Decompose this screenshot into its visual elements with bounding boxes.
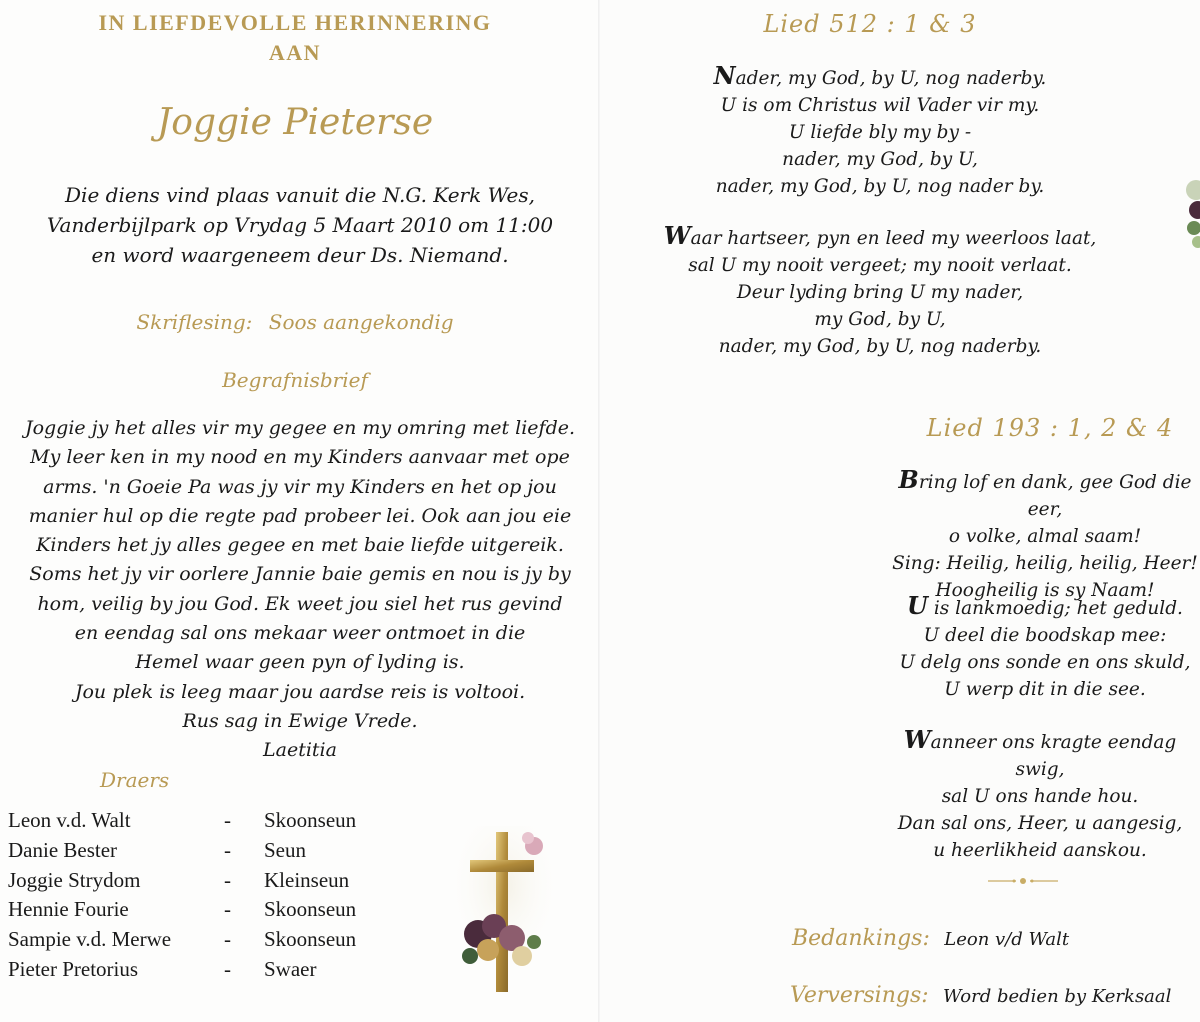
bearer-name: Sampie v.d. Merwe — [8, 927, 172, 952]
flower-edge-icon — [1182, 150, 1200, 260]
drop-cap: N — [713, 61, 736, 90]
list-item — [8, 925, 408, 955]
verse-line: Hoogheilig is sy Naam! — [935, 580, 1155, 601]
bearer-name: Hennie Fourie — [8, 897, 129, 922]
drop-cap: U — [907, 591, 928, 620]
verse-line: aar hartseer, pyn en leed my weerloos laat, — [690, 228, 1097, 249]
letter-line: hom, veilig by jou God. Ek weet jou siel het rus gevind — [37, 592, 563, 615]
memorial-heading — [40, 8, 550, 68]
bearer-dash: - — [224, 956, 231, 981]
verse-line: u heerlikheid aanskou. — [933, 840, 1147, 861]
verse-line: nader, my God, by U, nog nader by. — [715, 176, 1045, 197]
service-line: Die diens vind plaas vanuit die N.G. Kerk Wes, — [65, 183, 535, 207]
bearer-dash: - — [224, 808, 231, 832]
verse-line: U werp dit in die see. — [944, 679, 1146, 700]
hymn-1-title: Lied 512 : 1 & 3 — [763, 10, 977, 38]
thanks-value: Leon v/d Walt — [944, 929, 1070, 950]
verse-first-line — [890, 466, 1200, 523]
verse-line: my God, by U, — [814, 309, 946, 330]
letter-line: Jou plek is leeg maar jou aardse reis is voltooi. — [74, 680, 526, 703]
bearer-name: Danie Bester — [8, 837, 118, 862]
bearer-role: Kleinseun — [264, 867, 350, 892]
bearer-dash: - — [224, 867, 231, 892]
bearer-role: Skoonseun — [264, 808, 357, 832]
verse-first-line — [660, 222, 1100, 252]
hymn-2-verse-3 — [880, 726, 1200, 864]
letter-signature: Laetitia — [263, 739, 337, 762]
service-line: en word waargeneem deur Ds. Niemand. — [91, 243, 509, 267]
verse-first-line — [680, 62, 1080, 92]
bearer-role: Skoonseun — [264, 897, 357, 922]
verse-line: nader, my God, by U, nog naderby. — [718, 336, 1042, 357]
list-item — [8, 866, 408, 896]
letter-line: Rus sag in Ewige Vrede. — [182, 709, 418, 732]
verse-line: U liefde bly my by - — [788, 122, 972, 143]
service-details — [20, 180, 580, 270]
verse-line: Sing: Heilig, heilig, heilig, Heer! — [892, 553, 1198, 574]
letter-line: My leer ken in my nood en my Kinders aanvaar met ope — [30, 446, 570, 469]
bearers-list — [8, 806, 408, 985]
service-line: Vanderbijlpark op Vrydag 5 Maart 2010 om 11:00 — [46, 213, 554, 237]
verse-line: U delg ons sonde en ons skuld, — [899, 652, 1191, 673]
funeral-letter — [20, 414, 580, 766]
letter-line: en eendag sal ons mekaar weer ontmoet in die — [74, 622, 526, 645]
bearer-role: Swaer — [264, 956, 317, 981]
verse-line: Dan sal ons, Heer, u aangesig, — [897, 813, 1183, 834]
hymn-1-verse-1 — [680, 62, 1080, 200]
bearer-name: Pieter Pretorius — [8, 956, 139, 981]
scripture-reading — [40, 310, 550, 334]
heading-line-1: IN LIEFDEVOLLE HERINNERING — [98, 10, 492, 35]
verse-line: nader, my God, by U, — [782, 149, 978, 170]
bearer-dash: - — [224, 897, 231, 922]
verse-line: ring lof en dank, gee God die eer, — [918, 472, 1192, 520]
bearer-dash: - — [224, 837, 231, 862]
deceased-name: Joggie Pieterse — [156, 102, 434, 143]
letter-line: arms. 'n Goeie Pa was jy vir my Kinders en het op jou — [43, 475, 557, 498]
letter-line: Kinders het jy alles gegee en met baie liefde uitgereik. — [36, 534, 564, 557]
letter-line: manier hul op die regte pad probeer lei. Ook aan jou eie — [28, 504, 572, 527]
verse-line: Deur lyding bring U my nader, — [736, 282, 1024, 303]
scripture-value: Soos aangekondig — [268, 310, 454, 334]
verse-line: U deel die boodskap mee: — [923, 625, 1167, 646]
right-page — [600, 0, 1200, 1022]
list-item — [8, 806, 408, 836]
verse-line: U is om Christus wil Vader vir my. — [720, 95, 1040, 116]
bearer-name: Leon v.d. Walt — [8, 808, 131, 832]
verse-line: is lankmoedig; het geduld. — [927, 598, 1183, 619]
refreshments-value: Word bedien by Kerksaal — [943, 986, 1172, 1007]
thanks-label: Bedankings: — [792, 926, 930, 951]
letter-title: Begrafnisbrief — [222, 368, 368, 392]
verse-line: sal U ons hande hou. — [941, 786, 1139, 807]
cross-with-flowers-icon — [448, 826, 560, 996]
hymn-2-title: Lied 193 : 1, 2 & 4 — [926, 414, 1174, 442]
list-item — [8, 955, 408, 985]
heading-line-2: AAN — [268, 40, 322, 65]
bearer-role: Skoonseun — [264, 927, 357, 952]
verse-first-line — [890, 592, 1200, 622]
bearers-title: Draers — [100, 768, 170, 792]
verse-line: ader, my God, by U, nog naderby. — [735, 68, 1047, 89]
drop-cap: W — [663, 221, 691, 250]
refreshments-line — [790, 983, 1200, 1008]
hymn-1-verse-2 — [660, 222, 1100, 360]
bearer-role: Seun — [264, 837, 306, 862]
bearer-name: Joggie Strydom — [8, 867, 141, 892]
letter-line: Joggie jy het alles vir my gegee en my omring met liefde. — [24, 417, 576, 439]
verse-line: anneer ons kragte eendag swig, — [930, 732, 1177, 780]
verse-line: o volke, almal saam! — [948, 526, 1142, 547]
scripture-label: Skriflesing: — [136, 310, 253, 334]
drop-cap: W — [903, 725, 931, 754]
verse-first-line — [880, 726, 1200, 783]
verse-line: sal U my nooit vergeet; my nooit verlaat. — [688, 255, 1072, 276]
thanks-line — [792, 926, 1192, 951]
list-item — [8, 895, 408, 925]
bearer-dash: - — [224, 927, 231, 952]
drop-cap: B — [898, 465, 919, 494]
letter-line: Soms het jy vir oorlere Jannie baie gemis en nou is jy by — [29, 563, 571, 586]
hymn-2-verse-1 — [890, 466, 1200, 604]
refreshments-label: Verversings: — [790, 983, 929, 1008]
hymn-2-verse-2 — [890, 592, 1200, 703]
letter-line: Hemel waar geen pyn of lyding is. — [135, 651, 465, 674]
list-item — [8, 836, 408, 866]
ornament-divider-icon — [988, 876, 1058, 886]
